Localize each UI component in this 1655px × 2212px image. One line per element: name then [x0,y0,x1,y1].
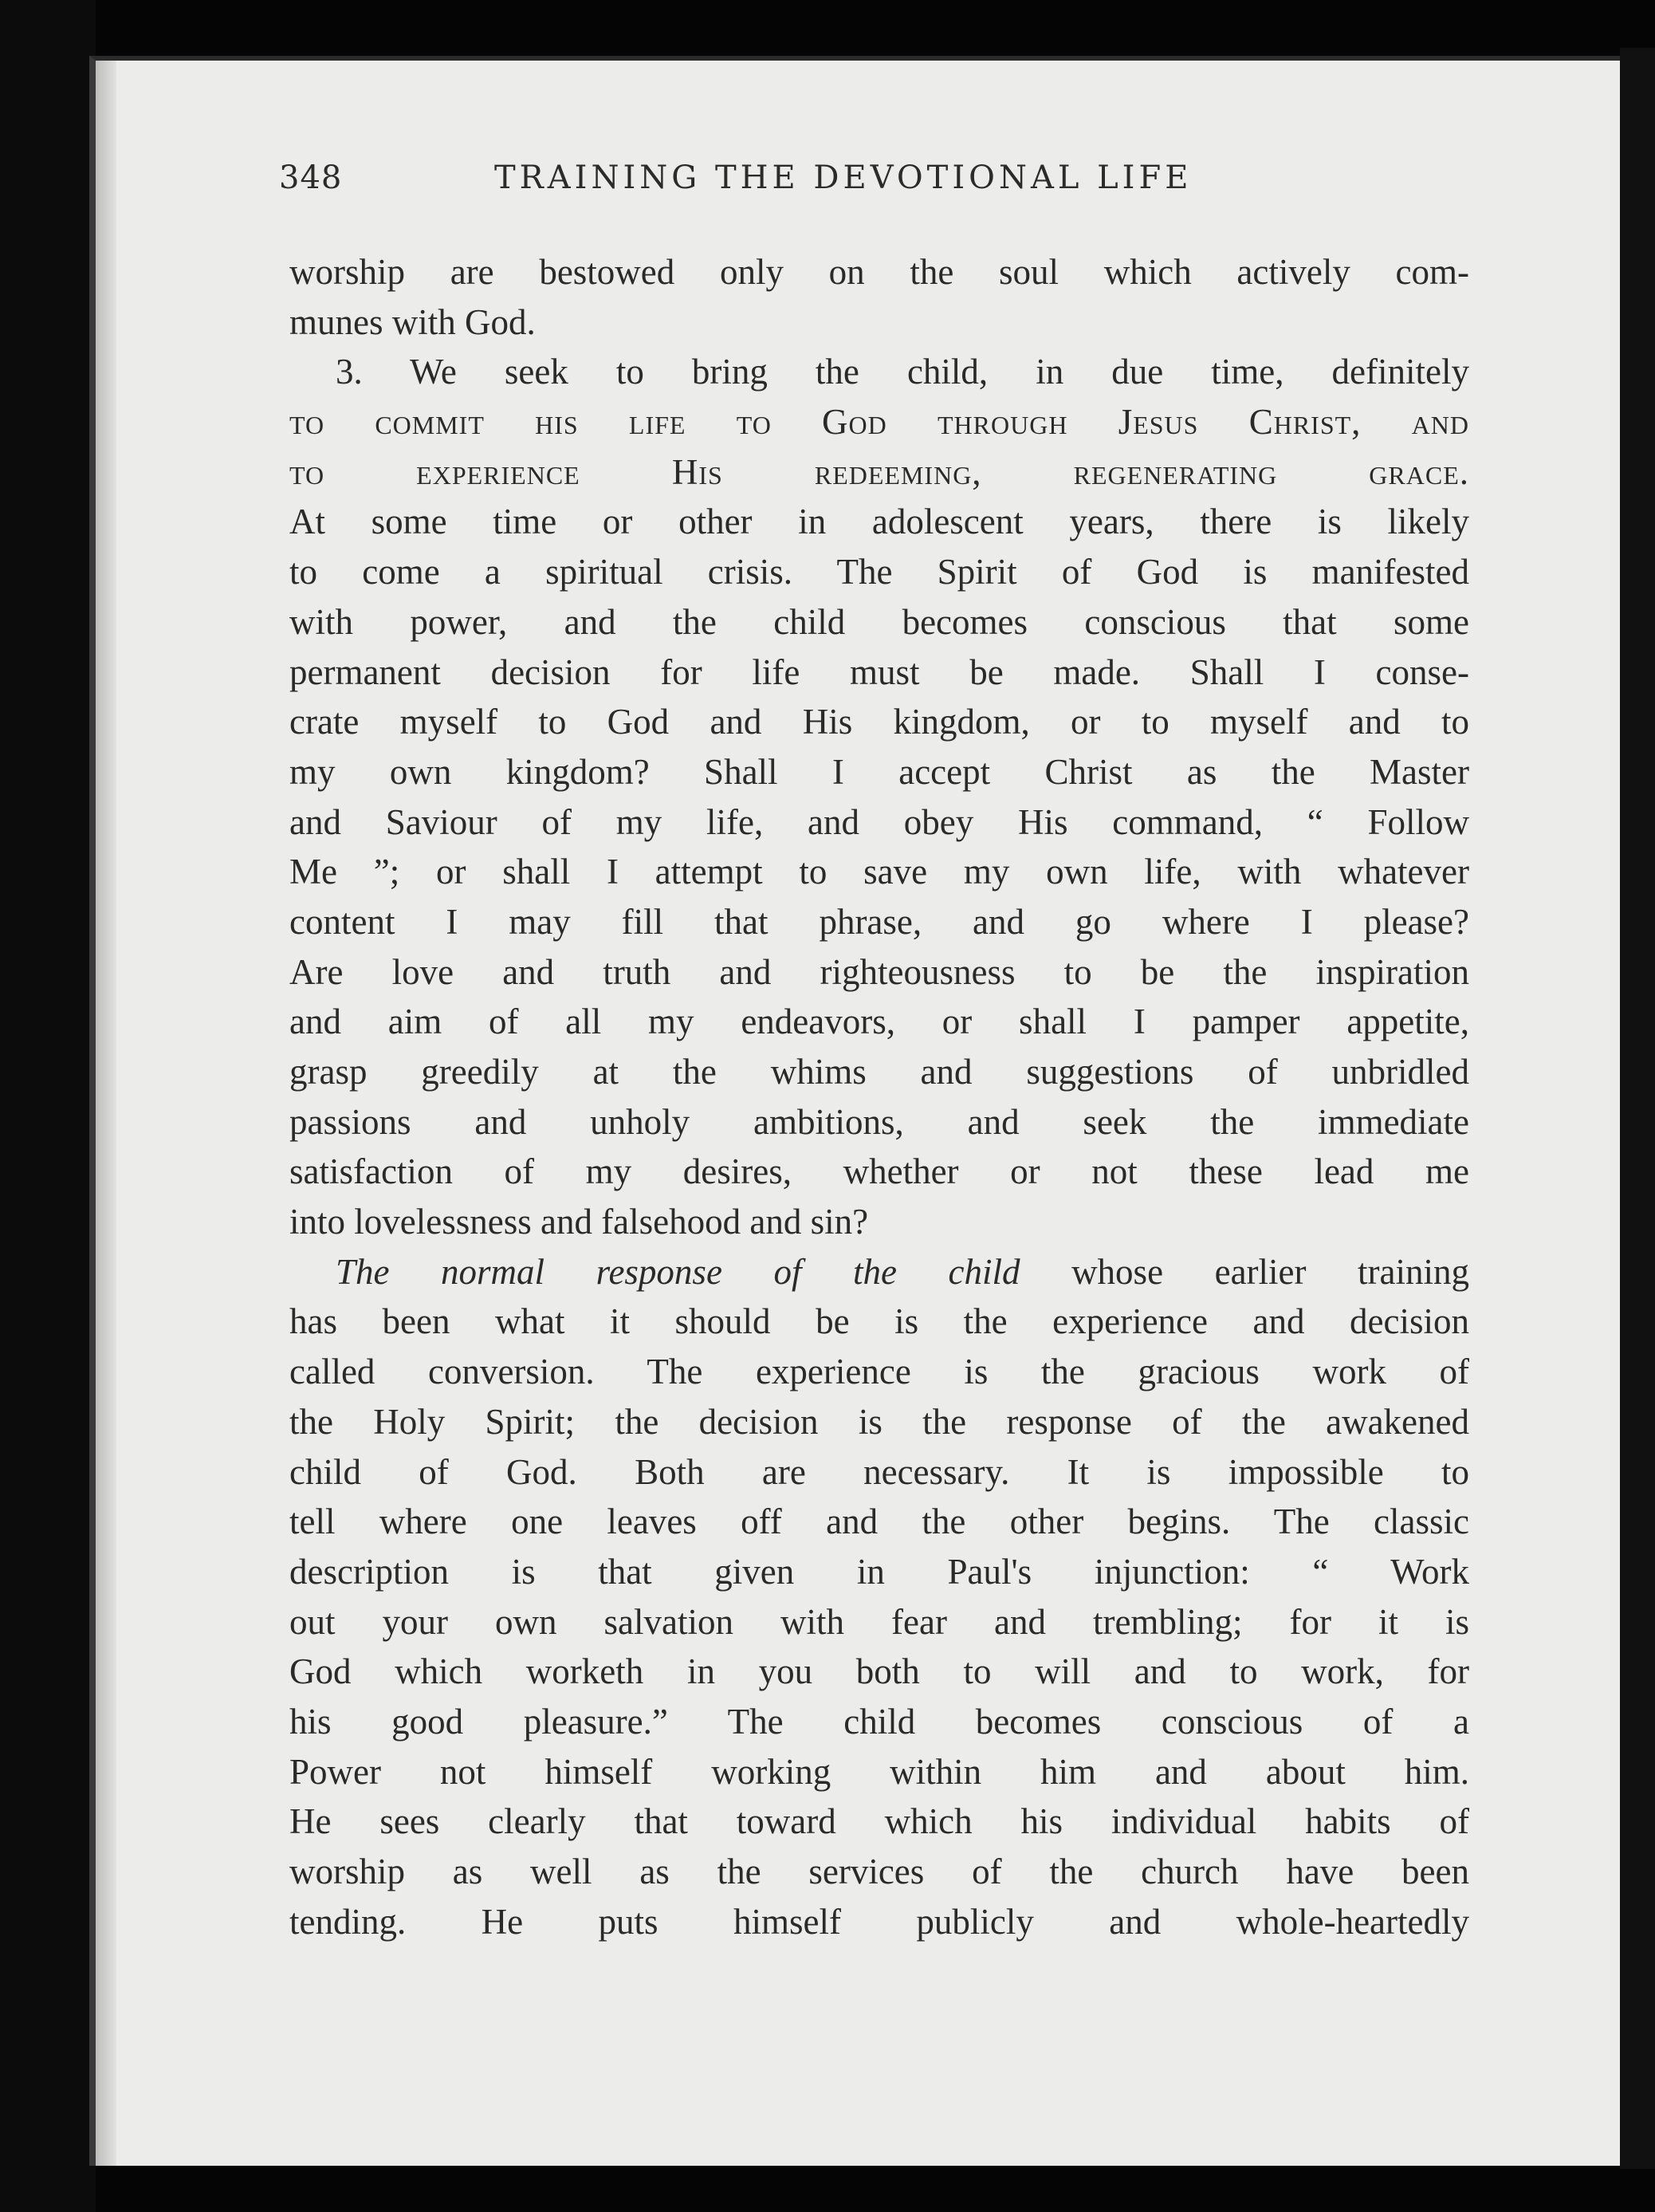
text-line: the Holy Spirit; the decision is the response of the awakened [289,1401,1469,1442]
text-line: and aim of all my endeavors, or shall I pamper appetite, [289,1002,1469,1042]
book-cover-edge-left [0,0,96,2212]
book-cover-edge-right [1620,48,1655,2169]
text-line: with power, and the child becomes conscious that some [289,601,1469,642]
text-line: crate myself to God and His kingdom, or to myself and to [289,702,1469,742]
text-line: into lovelessness and falsehood and sin? [289,1202,869,1242]
text-line: tell where one leaves off and the other begins. The classic [289,1502,1469,1542]
text-line: satisfaction of my desires, whether or not these lead me [289,1151,1469,1192]
text-line: description is that given in Paul's injunction: “ Work [289,1551,1469,1592]
text-line: At some time or other in adolescent years, there is likely [289,502,1469,542]
text-line: called conversion. The experience is the gracious work of [289,1352,1469,1392]
text-line-with-italic-lead [289,1247,1469,1297]
text-line: content I may fill that phrase, and go where I please? [289,901,1469,942]
text-line: child of God. Both are necessary. It is impossible to [289,1451,1469,1492]
text-line: God which worketh in you both to will and to work, for [289,1651,1469,1692]
text-line-rest: whose earlier training [1071,1251,1469,1292]
text-line: my own kingdom? Shall I accept Christ as the Master [289,751,1469,792]
text-line: worship as well as the services of the church have been [289,1852,1469,1891]
body-text [289,247,1469,1946]
italic-phrase: The normal response of the child [336,1251,1020,1292]
text-line: grasp greedily at the whims and suggestions of unbridled [289,1052,1469,1092]
text-line: Are love and truth and righteousness to be the inspiration [289,951,1469,992]
text-line: his good pleasure.” The child becomes conscious of a [289,1701,1469,1742]
text-line: Power not himself working within him and about him. [289,1751,1469,1792]
running-header [279,159,1475,223]
text-line: has been what it should be is the experience and decision [289,1301,1469,1342]
text-line: out your own salvation with fear and trembling; for it is [289,1601,1469,1642]
page-gutter-shadow [96,61,116,2166]
text-line: permanent decision for life must be made. Shall I conse- [289,651,1469,692]
text-line: Me ”; or shall I attempt to save my own life, with whatever [289,852,1469,892]
text-line: tending. He puts himself publicly and whole-heartedly [289,1901,1469,1942]
text-line: to come a spiritual crisis. The Spirit of God is manifested [289,552,1469,592]
page-number: 348 [279,159,343,196]
text-line: and Saviour of my life, and obey His command, “ Follow [289,801,1469,842]
text-line: munes with God. [289,301,536,342]
text-line: worship are bestowed only on the soul which actively com- [289,252,1469,292]
running-title: TRAINING THE DEVOTIONAL LIFE [494,159,1193,196]
text-line: passions and unholy ambitions, and seek the immediate [289,1101,1469,1142]
text-line: He sees clearly that toward which his individual habits of [289,1801,1469,1842]
text-line: 3. We seek to bring the child, in due time, definitely [336,352,1469,392]
text-line: to experience His redeeming, regenerating grace. [289,451,1469,492]
text-line: to commit his life to God through Jesus Christ, and [289,402,1469,443]
